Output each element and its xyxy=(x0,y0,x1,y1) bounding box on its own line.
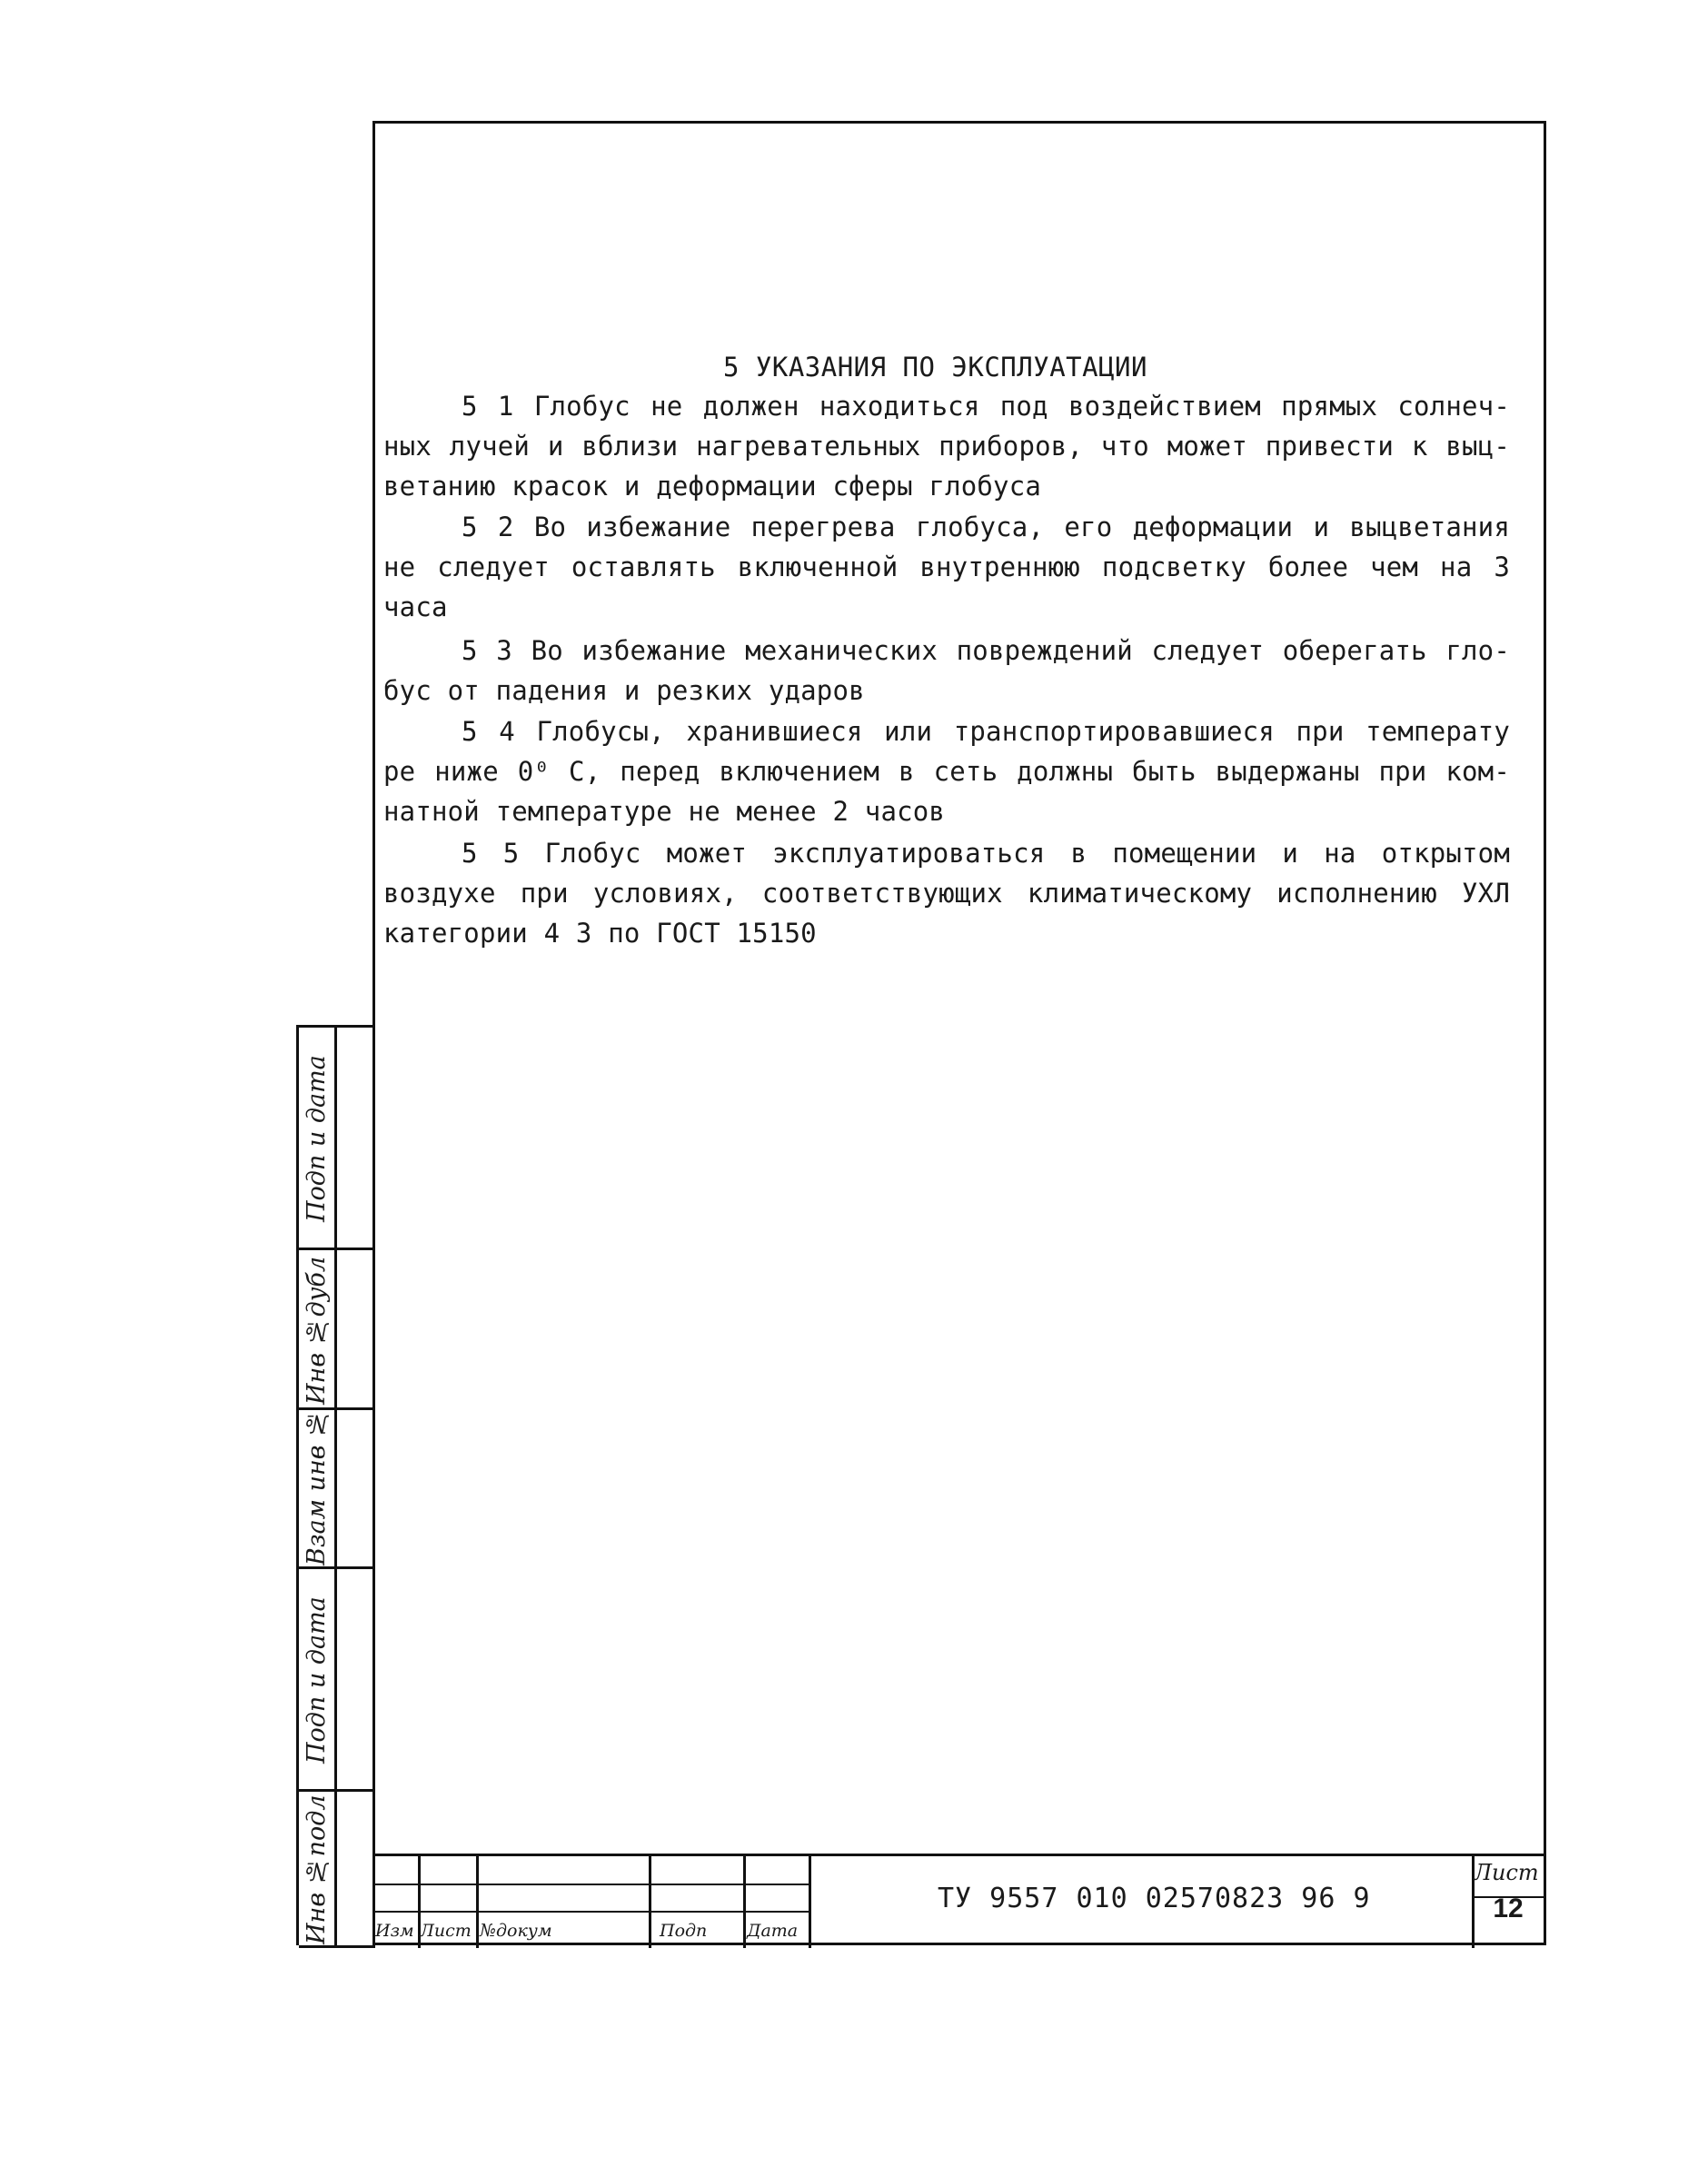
text-line: 5 2 Во избежание перегрева глобуса, его деформации и выцветания xyxy=(462,512,1510,542)
side-cell xyxy=(299,1569,375,1792)
sheet-label: Лист xyxy=(1474,1860,1539,1885)
side-cell xyxy=(299,1792,375,1948)
text-line: 5 3 Во избежание механических повреждений следует оберегать гло- xyxy=(462,635,1510,666)
text-line: 5 1 Глобус не должен находиться под воздействием прямых солнеч- xyxy=(462,391,1510,422)
text-line: ре ниже 0⁰ С, перед включением в сеть должны быть выдержаны при ком- xyxy=(383,756,1510,787)
text-line: ветанию красок и деформации сферы глобуса xyxy=(383,471,1042,502)
side-cell xyxy=(299,1410,375,1569)
text-line: 5 4 Глобусы, хранившиеся или транспортировавшиеся при температу xyxy=(462,716,1510,747)
sheet-number: 12 xyxy=(1493,1894,1524,1923)
side-cell xyxy=(299,1250,375,1410)
document-code: ТУ 9557 010 02570823 96 9 xyxy=(938,1883,1371,1914)
header-izm: Изм xyxy=(375,1921,414,1941)
header-signature: Подп xyxy=(660,1921,708,1941)
text-line: не следует оставлять включенной внутреннюю подсветку более чем на 3 xyxy=(383,552,1510,582)
section-heading: 5 УКАЗАНИЯ ПО ЭКСПЛУАТАЦИИ xyxy=(723,352,1147,383)
side-label: Взам инв № xyxy=(303,1408,331,1566)
text-line: 5 5 Глобус может эксплуатироваться в помещении и на открытом xyxy=(462,838,1510,869)
text-line: часа xyxy=(383,591,448,622)
text-line: воздухе при условиях, соответствующих климатическому исполнению УХЛ xyxy=(383,878,1510,909)
side-label: Подп и дата xyxy=(303,1596,331,1764)
text-line: натной температуре не менее 2 часов xyxy=(383,796,946,827)
side-label: Инв №дубл xyxy=(303,1256,331,1405)
header-doc-number: №докум xyxy=(480,1921,552,1941)
side-label: Инв №подл xyxy=(303,1794,331,1944)
text-line: ных лучей и вблизи нагревательных приборов, что может привести к выц- xyxy=(383,431,1510,462)
text-line: категории 4 3 по ГОСТ 15150 xyxy=(383,918,817,949)
header-list: Лист xyxy=(420,1921,472,1941)
side-label: Подп и дата xyxy=(303,1055,331,1222)
side-cell xyxy=(299,1028,375,1250)
header-date: Дата xyxy=(747,1921,799,1941)
side-stamp xyxy=(296,1025,372,1945)
text-line: бус от падения и резких ударов xyxy=(383,675,865,706)
